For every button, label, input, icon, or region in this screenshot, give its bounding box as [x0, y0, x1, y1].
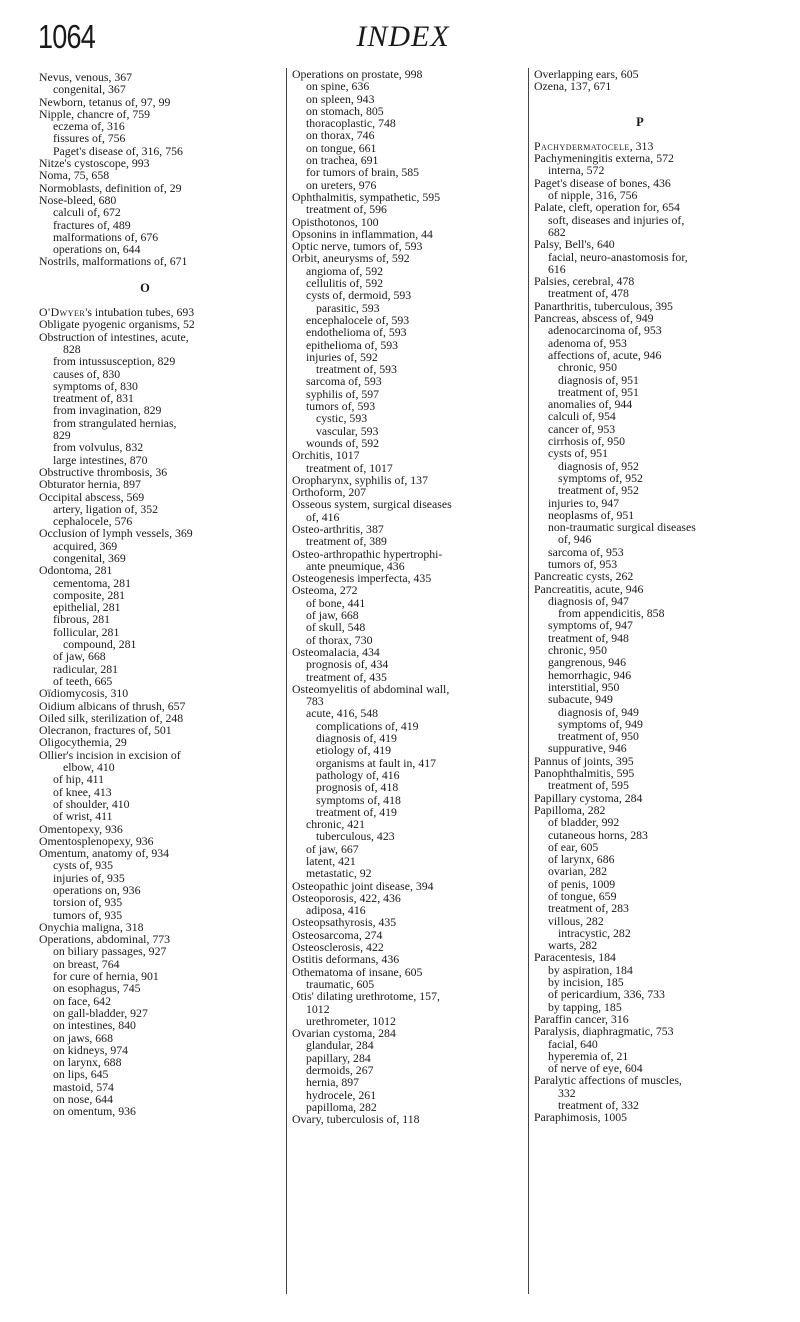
index-subentry: injuries to, 947 [548, 495, 620, 510]
index-entry: Nevus, venous, 367 [39, 70, 133, 84]
index-entry: Opsonins in inflammation, 44 [292, 226, 433, 241]
index-subentry: treatment of, 389 [306, 534, 387, 549]
index-subentry: acquired, 369 [53, 538, 118, 553]
index-subentry: sarcoma of, 593 [306, 374, 382, 389]
index-subentry: etiology of, 419 [316, 743, 392, 758]
index-subentry: eczema of, 316 [53, 119, 125, 134]
index-subentry: of, 946 [558, 532, 592, 547]
index-subentry: 1012 [306, 1001, 330, 1016]
index-entry: Osteopathic joint disease, 394 [292, 878, 434, 893]
index-subentry: on kidneys, 974 [53, 1042, 129, 1057]
index-subentry: treatment of, 332 [558, 1098, 639, 1113]
index-subentry: epithelial, 281 [53, 600, 121, 615]
index-subentry: chronic, 950 [558, 360, 617, 375]
index-entry: Noma, 75, 658 [39, 168, 110, 183]
index-entry: Osteosarcoma, 274 [292, 927, 383, 942]
index-entry: Osseous system, surgical diseases [292, 497, 452, 512]
index-subentry: prognosis of, 434 [306, 657, 389, 672]
index-entry: Osteopsathyrosis, 435 [292, 915, 397, 930]
index-subentry: follicular, 281 [53, 624, 120, 639]
index-subentry: compound, 281 [63, 637, 137, 652]
index-subentry: syphilis of, 597 [306, 386, 380, 401]
index-subentry: chronic, 421 [306, 817, 365, 832]
index-entry: Odontoma, 281 [39, 563, 113, 578]
index-subentry: neoplasms of, 951 [548, 507, 635, 522]
index-subentry: cysts of, dermoid, 593 [306, 288, 412, 303]
index-entry: Paralytic affections of muscles, [534, 1073, 682, 1088]
index-column-1 [39, 71, 271, 1118]
index-subentry: injuries of, 935 [53, 870, 125, 885]
index-subentry: hemorrhagic, 946 [548, 667, 632, 682]
index-subentry: organisms at fault in, 417 [316, 755, 437, 770]
page-header [38, 18, 768, 62]
index-subentry: on ureters, 976 [306, 177, 377, 192]
index-subentry: sarcoma of, 953 [548, 544, 624, 559]
index-subentry: tumors of, 953 [548, 556, 618, 571]
index-subentry: composite, 281 [53, 587, 126, 602]
index-entry: Papillary cystoma, 284 [534, 790, 643, 805]
index-subentry: prognosis of, 418 [316, 780, 399, 795]
index-subentry: on gall-bladder, 927 [53, 1005, 148, 1020]
index-subentry: on esophagus, 745 [53, 981, 141, 996]
index-entry: Paraffin cancer, 316 [534, 1011, 629, 1026]
index-entry: Orthoform, 207 [292, 485, 367, 500]
index-entry: Occipital abscess, 569 [39, 489, 145, 504]
index-subentry: congenital, 367 [53, 82, 126, 97]
index-subentry: soft, diseases and injuries of, [548, 212, 685, 227]
index-subentry: endothelioma of, 593 [306, 325, 407, 340]
index-subentry: diagnosis of, 947 [548, 593, 629, 608]
index-entry: Oiled silk, sterilization of, 248 [39, 710, 184, 725]
index-entry: Osteoporosis, 422, 436 [292, 890, 401, 905]
index-entry: Paraphimosis, 1005 [534, 1110, 628, 1125]
index-subentry: adenoma of, 953 [548, 335, 627, 350]
index-entry: Paracentesis, 184 [534, 950, 616, 965]
index-subentry: treatment of, 952 [558, 483, 639, 498]
index-subentry: 829 [53, 428, 71, 443]
index-entry: Pachymeningitis externa, 572 [534, 151, 674, 166]
index-subentry: tuberculous, 423 [316, 829, 395, 844]
index-subentry: treatment of, 950 [558, 729, 639, 744]
index-subentry: interstitial, 950 [548, 679, 620, 694]
index-subentry: suppurative, 946 [548, 741, 627, 756]
index-entry: Palsies, cerebral, 478 [534, 274, 635, 289]
index-subentry: ovarian, 282 [548, 864, 607, 879]
index-subentry: treatment of, 596 [306, 202, 387, 217]
index-entry: Ovary, tuberculosis of, 118 [292, 1112, 420, 1127]
index-subentry: tumors of, 593 [306, 399, 376, 414]
index-subentry: urethrometer, 1012 [306, 1013, 396, 1028]
index-subentry: parasitic, 593 [316, 300, 380, 315]
index-entry: Omentosplenopexy, 936 [39, 833, 154, 848]
index-subentry: of tongue, 659 [548, 889, 617, 903]
index-subentry: on nose, 644 [53, 1092, 113, 1107]
index-entry: Pancreas, abscess of, 949 [534, 311, 654, 326]
index-entry: Orbit, aneurysms of, 592 [292, 251, 410, 266]
index-entry: Osteo-arthropathic hypertrophi- [292, 546, 443, 561]
index-subentry: ante pneumique, 436 [306, 558, 405, 573]
index-entry: Newborn, tetanus of, 97, 99 [39, 94, 171, 109]
index-subentry: of jaw, 668 [306, 608, 359, 623]
index-subentry: facial, 640 [548, 1036, 598, 1051]
index-subentry: on larynx, 688 [53, 1055, 122, 1070]
index-subentry: latent, 421 [306, 854, 356, 868]
index-subentry: of wrist, 411 [53, 809, 113, 824]
index-subentry: treatment of, 593 [316, 362, 397, 377]
index-subentry: on trachea, 691 [306, 153, 379, 168]
index-subentry: affections of, acute, 946 [548, 347, 662, 362]
section-letter: P [636, 114, 644, 129]
index-subentry: interna, 572 [548, 163, 605, 178]
index-subentry: of ear, 605 [548, 839, 599, 854]
index-subentry: mastoid, 574 [53, 1079, 114, 1094]
index-subentry: on spleen, 943 [306, 91, 375, 106]
index-entry: Obstruction of intestines, acute, [39, 329, 189, 344]
index-subentry: diagnosis of, 951 [558, 372, 639, 387]
index-subentry: pathology of, 416 [316, 767, 400, 782]
index-subentry: treatment of, 283 [548, 901, 629, 916]
index-subentry: of knee, 413 [53, 784, 112, 799]
index-subentry: diagnosis of, 419 [316, 731, 397, 746]
index-entry: Osteo-arthritis, 387 [292, 521, 384, 536]
index-subentry: cellulitis of, 592 [306, 276, 383, 291]
index-subentry: cementoma, 281 [53, 575, 131, 590]
index-subentry: fissures of, 756 [53, 131, 126, 146]
index-entry: Panarthritis, tuberculous, 395 [534, 298, 673, 313]
index-subentry: of nipple, 316, 756 [548, 188, 638, 203]
index-entry: Otis' dilating urethrotome, 157, [292, 989, 440, 1004]
index-subentry: torsion of, 935 [53, 895, 123, 910]
index-subentry: on lips, 645 [53, 1067, 109, 1082]
index-subentry: villous, 282 [548, 913, 604, 928]
index-subentry: injuries of, 592 [306, 349, 378, 364]
index-subentry: hydrocele, 261 [306, 1087, 377, 1102]
index-subentry: from volvulus, 832 [53, 440, 144, 455]
index-entry: Pancreatic cysts, 262 [534, 569, 634, 584]
index-subentry: of jaw, 668 [53, 649, 106, 664]
index-subentry: from intussusception, 829 [53, 354, 176, 369]
index-subentry: on omentum, 936 [53, 1104, 136, 1119]
index-entry: Overlapping ears, 605 [534, 67, 639, 81]
index-entry: Osteogenesis imperfecta, 435 [292, 571, 432, 586]
section-letter: O [140, 280, 150, 295]
index-subentry: radicular, 281 [53, 661, 119, 676]
index-subentry: symptoms of, 949 [558, 716, 643, 731]
index-subentry: on jaws, 668 [53, 1030, 113, 1045]
index-entry: Ovarian cystoma, 284 [292, 1026, 396, 1041]
index-subentry: of skull, 548 [306, 620, 366, 635]
index-entry: Obligate pyogenic organisms, 52 [39, 317, 195, 332]
index-subentry: on spine, 636 [306, 79, 370, 94]
index-subentry: papilloma, 282 [306, 1099, 377, 1114]
index-column-2 [286, 68, 524, 1294]
index-subentry: of penis, 1009 [548, 876, 616, 891]
index-subentry: diagnosis of, 952 [558, 458, 639, 473]
index-subentry: facial, neuro-anastomosis for, [548, 249, 688, 264]
index-subentry: artery, ligation of, 352 [53, 501, 159, 516]
index-entry: Olecranon, fractures of, 501 [39, 723, 172, 738]
index-subentry: chronic, 950 [548, 643, 607, 658]
index-subentry: adenocarcinoma of, 953 [548, 323, 662, 338]
page-number: 1064 [38, 18, 95, 55]
index-entry: Occlusion of lymph vessels, 369 [39, 526, 193, 541]
index-subentry: symptoms of, 418 [316, 792, 401, 807]
index-subentry: 783 [306, 694, 324, 709]
index-entry: Paget's disease of bones, 436 [534, 175, 671, 190]
index-subentry: encephalocele of, 593 [306, 312, 410, 327]
index-entry: Panophthalmitis, 595 [534, 766, 635, 781]
index-entry: Nitze's cystoscope, 993 [39, 156, 150, 171]
index-entry: Palsy, Bell's, 640 [534, 237, 615, 252]
index-subentry: treatment of, 831 [53, 391, 134, 406]
index-subentry: traumatic, 605 [306, 976, 375, 991]
index-subentry: non-traumatic surgical diseases [548, 520, 696, 535]
index-entry: Pannus of joints, 395 [534, 753, 634, 768]
index-subentry: of shoulder, 410 [53, 796, 130, 811]
index-subentry: hyperemia of, 21 [548, 1048, 629, 1063]
index-entry: Oidium albicans of thrush, 657 [39, 698, 186, 713]
index-entry: Ophthalmitis, sympathetic, 595 [292, 189, 441, 204]
index-entry: Operations on prostate, 998 [292, 67, 423, 81]
index-subentry: treatment of, 595 [548, 778, 629, 793]
index-subentry: treatment of, 435 [306, 669, 387, 684]
index-subentry: of nerve of eye, 604 [548, 1061, 643, 1076]
index-column-3 [528, 68, 766, 1294]
index-subentry: of bone, 441 [306, 595, 366, 610]
index-entry: Obturator hernia, 897 [39, 477, 141, 492]
index-subentry: of thorax, 730 [306, 632, 373, 647]
index-subentry: of hip, 411 [53, 772, 105, 787]
index-entry: Pancreatitis, acute, 946 [534, 581, 644, 596]
index-subentry: causes of, 830 [53, 366, 121, 381]
index-subentry: cysts of, 951 [548, 446, 608, 461]
index-subentry: fractures of, 489 [53, 217, 131, 232]
index-subentry: congenital, 369 [53, 550, 126, 565]
index-subentry: 616 [548, 261, 566, 276]
index-subentry: cystic, 593 [316, 411, 368, 426]
index-entry: Othematoma of insane, 605 [292, 964, 423, 979]
index-subentry: elbow, 410 [63, 760, 115, 775]
index-entry: Omentum, anatomy of, 934 [39, 846, 170, 861]
index-subentry: by incision, 185 [548, 975, 624, 990]
index-subentry: from appendicitis, 858 [558, 606, 665, 621]
index-entry: Papilloma, 282 [534, 802, 606, 817]
index-subentry: anomalies of, 944 [548, 397, 633, 412]
index-subentry: operations on, 936 [53, 883, 141, 897]
index-subentry: adiposa, 416 [306, 903, 366, 918]
index-entry: Optic nerve, tumors of, 593 [292, 239, 423, 254]
index-entry: Ollier's incision in excision of [39, 747, 181, 762]
index-entry: Osteomyelitis of abdominal wall, [292, 681, 450, 696]
index-subentry: from invagination, 829 [53, 403, 162, 418]
index-subentry: 828 [63, 341, 81, 356]
index-subentry: for tumors of brain, 585 [306, 165, 420, 180]
index-entry: Nipple, chancre of, 759 [39, 106, 151, 121]
index-subentry: of, 416 [306, 509, 340, 524]
index-subentry: cephalocele, 576 [53, 514, 133, 529]
index-entry: Operations, abdominal, 773 [39, 932, 171, 947]
index-subentry: metastatic, 92 [306, 866, 372, 881]
index-subentry: warts, 282 [548, 938, 598, 953]
index-entry: Omentopexy, 936 [39, 821, 123, 836]
index-subentry: cutaneous horns, 283 [548, 827, 648, 842]
index-subentry: on thorax, 746 [306, 128, 375, 143]
index-subentry: cancer of, 953 [548, 421, 616, 436]
index-subentry: treatment of, 948 [548, 630, 629, 645]
index-subentry: acute, 416, 548 [306, 706, 379, 721]
index-entry: Obstructive thrombosis, 36 [39, 464, 168, 479]
index-subentry: dermoids, 267 [306, 1063, 374, 1078]
index-subentry: on tongue, 661 [306, 140, 377, 155]
index-subentry: operations on, 644 [53, 242, 141, 257]
index-subentry: of teeth, 665 [53, 673, 113, 688]
index-subentry: complications of, 419 [316, 718, 419, 733]
index-subentry: of pericardium, 336, 733 [548, 987, 665, 1002]
index-subentry: thoracoplastic, 748 [306, 116, 396, 131]
index-subentry: from strangulated hernias, [53, 415, 177, 430]
index-entry: Paralysis, diaphragmatic, 753 [534, 1024, 674, 1039]
index-subentry: 682 [548, 224, 566, 239]
index-subentry: intracystic, 282 [558, 925, 631, 940]
index-subentry: glandular, 284 [306, 1038, 374, 1053]
index-entry: Normoblasts, definition of, 29 [39, 180, 182, 195]
index-subentry: vascular, 593 [316, 423, 379, 438]
index-subentry: of jaw, 667 [306, 841, 359, 856]
index-subentry: calculi of, 672 [53, 205, 121, 220]
index-subentry: by aspiration, 184 [548, 962, 633, 977]
index-entry: Palate, cleft, operation for, 654 [534, 200, 680, 215]
index-subentry: on stomach, 805 [306, 103, 384, 118]
index-entry: Osteoma, 272 [292, 583, 358, 598]
index-subentry: wounds of, 592 [306, 435, 380, 450]
index-subentry: cirrhosis of, 950 [548, 434, 625, 449]
index-subentry: hernia, 897 [306, 1075, 360, 1090]
index-subentry: epithelioma of, 593 [306, 337, 399, 352]
index-subentry: on intestines, 840 [53, 1018, 136, 1033]
index-entry: Osteosclerosis, 422 [292, 940, 384, 955]
index-subentry: treatment of, 1017 [306, 460, 393, 475]
index-subentry: symptoms of, 952 [558, 470, 643, 485]
index-entry: Onychia maligna, 318 [39, 919, 144, 934]
index-subentry: treatment of, 951 [558, 384, 639, 399]
index-subentry: large intestines, 870 [53, 452, 148, 467]
index-subentry: angioma of, 592 [306, 263, 383, 278]
index-subentry: subacute, 949 [548, 692, 613, 707]
index-entry: Osteomalacia, 434 [292, 644, 380, 659]
index-subentry: of larynx, 686 [548, 852, 615, 867]
page-title: INDEX [356, 20, 450, 53]
index-subentry: on biliary passages, 927 [53, 944, 167, 959]
index-subentry: on breast, 764 [53, 956, 120, 971]
index-entry: O'Dwyer's intubation tubes, 693 [39, 305, 195, 320]
index-subentry: symptoms of, 947 [548, 618, 633, 633]
index-subentry: on face, 642 [53, 993, 111, 1008]
index-subentry: calculi of, 954 [548, 409, 616, 424]
index-subentry: tumors of, 935 [53, 907, 123, 922]
index-subentry: papillary, 284 [306, 1050, 371, 1065]
index-entry: Oïdiomycosis, 310 [39, 686, 129, 701]
index-subentry: Paget's disease of, 316, 756 [53, 143, 183, 158]
index-entry: Oligocythemia, 29 [39, 735, 127, 750]
index-subentry: malformations of, 676 [53, 229, 159, 244]
index-subentry: symptoms of, 830 [53, 378, 138, 393]
index-subentry: fibrous, 281 [53, 612, 111, 627]
index-subentry: 332 [558, 1085, 576, 1100]
index-subentry: gangrenous, 946 [548, 655, 626, 670]
index-entry: Oropharynx, syphilis of, 137 [292, 472, 428, 487]
index-subentry: treatment of, 419 [316, 804, 397, 819]
index-entry: Nostrils, malformations of, 671 [39, 254, 188, 269]
index-subentry: diagnosis of, 949 [558, 704, 639, 719]
index-subentry: by tapping, 185 [548, 999, 622, 1014]
index-entry: Opisthotonos, 100 [292, 214, 379, 229]
index-entry: Orchitis, 1017 [292, 448, 360, 463]
index-subentry: for cure of hernia, 901 [53, 969, 159, 984]
index-subentry: of bladder, 992 [548, 815, 620, 830]
index-entry: Nose-bleed, 680 [39, 192, 117, 207]
index-entry: Ozena, 137, 671 [534, 79, 612, 94]
index-entry: Pachydermatocele, 313 [534, 138, 654, 153]
index-subentry: cysts of, 935 [53, 858, 113, 873]
index-subentry: treatment of, 478 [548, 286, 629, 301]
index-entry: Ostitis deformans, 436 [292, 952, 400, 967]
